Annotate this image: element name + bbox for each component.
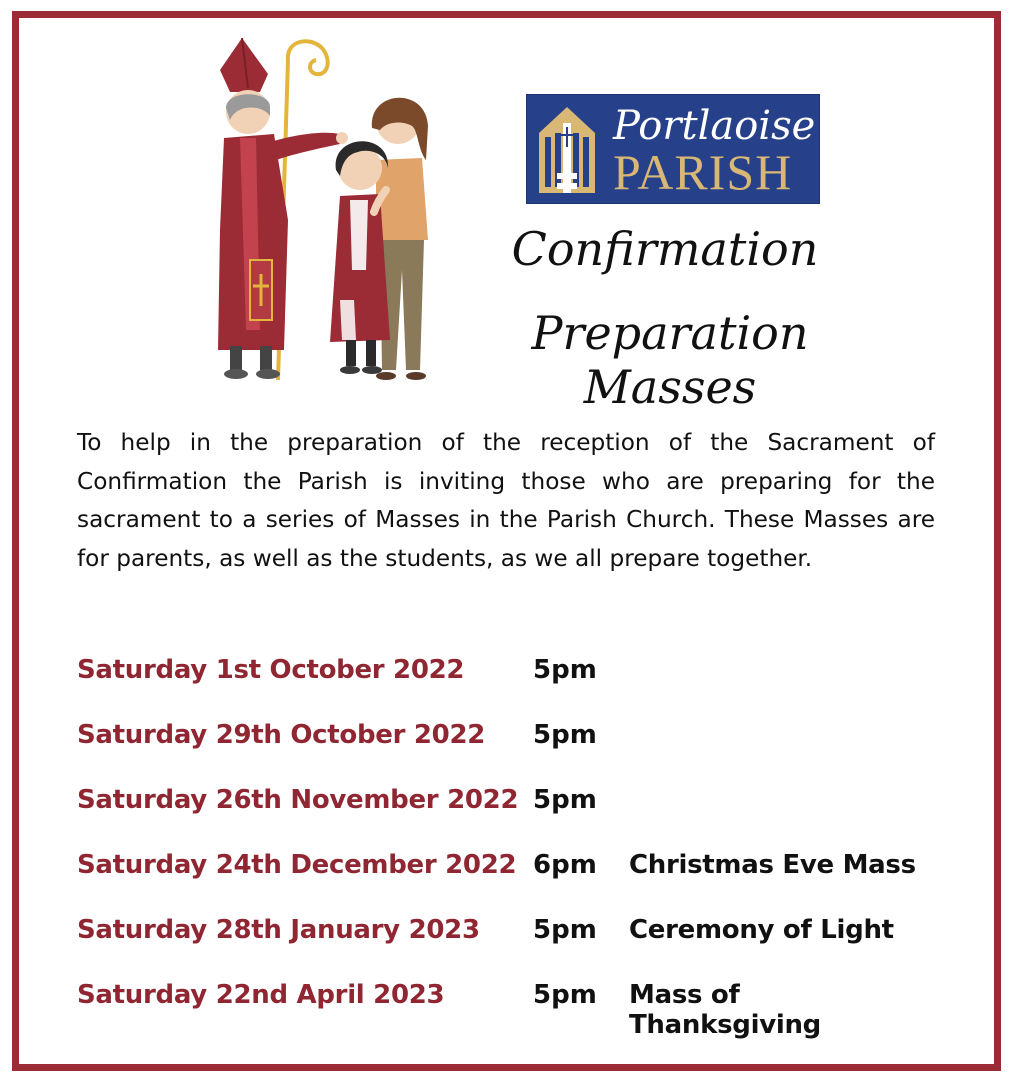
- schedule-row: [77, 915, 937, 955]
- schedule-time: 5pm: [533, 980, 597, 1010]
- logo-name-parish: PARISH: [613, 144, 793, 200]
- schedule-date: Saturday 1st October 2022: [77, 655, 465, 685]
- intro-paragraph: To help in the preparation of the reception of the Sacrament of Confirmation the Parish is inviting those who are preparing for the sacrament to a series of Masses in the Parish Church. These Masses are for parents, as well as the students, as we all prepare together.: [77, 429, 935, 572]
- schedule-time: 5pm: [533, 655, 597, 685]
- schedule-note: Christmas Eve Mass: [629, 850, 916, 880]
- church-building-icon: [535, 103, 599, 195]
- schedule-note: Mass of Thanksgiving: [629, 980, 821, 1040]
- parish-logo: [527, 95, 819, 203]
- schedule-date: Saturday 28th January 2023: [77, 915, 480, 945]
- schedule-date: Saturday 22nd April 2023: [77, 980, 445, 1010]
- schedule-row: [77, 850, 937, 890]
- logo-name-portlaoise: Portlaoise: [613, 103, 816, 149]
- schedule-date: Saturday 26th November 2022: [77, 785, 519, 815]
- confirmation-illustration: [190, 30, 450, 390]
- schedule-date: Saturday 29th October 2022: [77, 720, 486, 750]
- poster-title-line-1: Confirmation: [511, 222, 819, 276]
- schedule-time: 5pm: [533, 915, 597, 945]
- poster-title-line-2: Preparation Masses: [531, 306, 809, 414]
- schedule-time: 5pm: [533, 720, 597, 750]
- schedule-row: [77, 785, 937, 825]
- schedule-row: [77, 980, 937, 1040]
- schedule-row: [77, 720, 937, 760]
- schedule-note: Ceremony of Light: [629, 915, 894, 945]
- schedule-time: 6pm: [533, 850, 597, 880]
- schedule-date: Saturday 24th December 2022: [77, 850, 517, 880]
- schedule-time: 5pm: [533, 785, 597, 815]
- schedule-row: [77, 655, 937, 695]
